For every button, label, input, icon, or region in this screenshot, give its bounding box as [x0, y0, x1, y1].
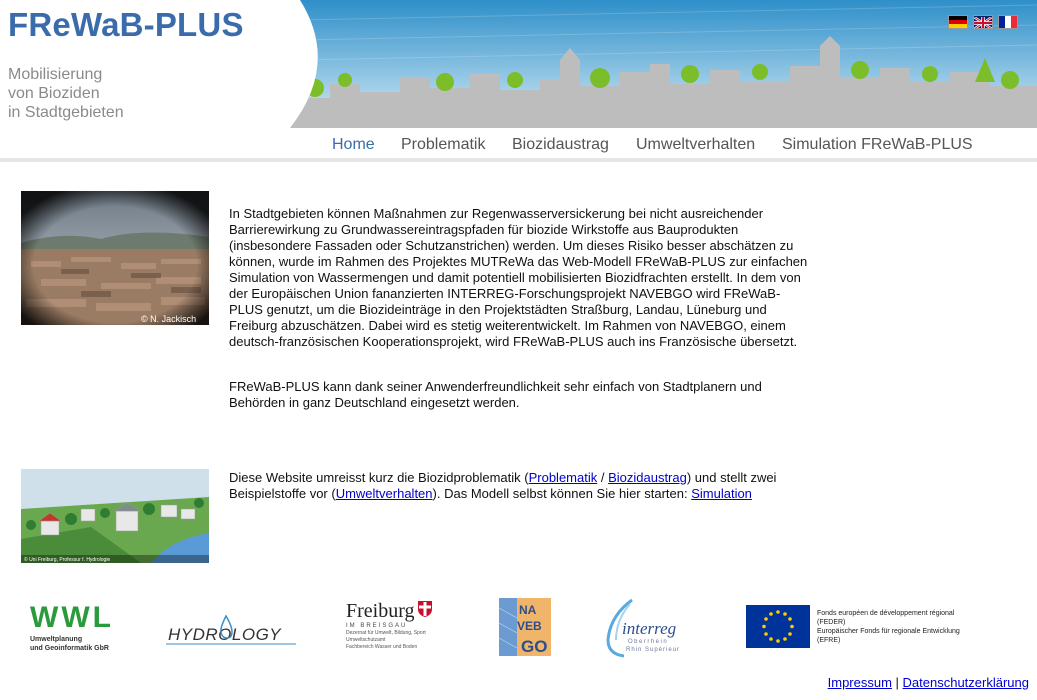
navebgo-logo[interactable] — [499, 598, 551, 656]
hydrology-logo-text: HYDROLOGY — [168, 625, 282, 644]
links-text: Diese Website umreisst kurz die Biozidproblematik ( — [229, 470, 529, 485]
nav-item-umweltverhalten[interactable]: Umweltverhalten — [636, 136, 756, 153]
freiburg-dept-text: Fachbereich Wasser und Boden — [346, 644, 418, 650]
eu-fund-logo[interactable] — [746, 605, 976, 649]
site-title[interactable]: FReWaB-PLUS — [8, 6, 244, 43]
eu-fund-line: (FEDER) — [817, 619, 846, 626]
footer-separator: | — [891, 675, 903, 690]
interreg-subtext: Oberrhein — [628, 639, 669, 645]
interreg-logo[interactable] — [600, 596, 700, 658]
wwl-logo-subtext: und Geoinformatik GbR — [30, 645, 109, 652]
navebgo-text: GO — [521, 637, 548, 656]
flag-french-icon[interactable] — [998, 15, 1018, 29]
nav-item-problematik[interactable]: Problematik — [401, 136, 486, 153]
navebgo-text: VEB — [517, 619, 542, 633]
city-photo — [21, 191, 209, 325]
links-text: ). Das Modell selbst können Sie hier starten: — [432, 486, 692, 501]
flag-german-icon[interactable] — [948, 15, 968, 29]
model-illustration — [21, 469, 209, 563]
link-biozidaustrag[interactable]: Biozidaustrag — [608, 470, 687, 485]
links-text: ) und stellt zwei Beispielstoffe vor ( — [229, 470, 777, 501]
navebgo-text: NA — [519, 603, 537, 617]
main-nav — [0, 128, 1037, 162]
freiburg-logo-subtext: IM BREISGAU — [346, 623, 408, 629]
nav-item-home[interactable]: Home — [332, 136, 375, 153]
intro-paragraph: In Stadtgebieten können Maßnahmen zur Regenwasserversickerung bei nicht ausreichender Barrierewirkung zu Grundwassereintragspfaden für biozide Wirkstoffe aus Bauprodukten (insbesondere Fassaden oder Schutzanstrichen) werden. Um dieses Risiko besser abschätzen zu können, wurde im Rahmen des Projektes MUTReWa das Web-Modell FReWaB-PLUS zur einfachen Simulation von Wassermengen und damit potentiell mobilisierten Biozidfrachten erstellt. In dem von der Europäischen Union fananzierten INTERREG-Forschungsprojekt NAVEBGO wird FReWaB-PLUS genutzt, um die Biozideinträge in den Projektstädten Straßburg, Landau, Lüneburg und Freiburg abzuschätzen. Dabei wird es stetig weiterentwickelt. Im Rahmen von NAVEBGO, einem deutsch-französischen Kooperationsprojekt, wird FReWaB-PLUS auch ins Französische übersetzt. — [229, 206, 808, 349]
site-subtitle — [8, 65, 124, 122]
subtitle-line: in Stadtgebieten — [8, 104, 124, 121]
intro-paragraph-2: FReWaB-PLUS kann dank seiner Anwenderfreundlichkeit sehr einfach von Stadtplanern und Behörden in ganz Deutschland eingesetzt werden. — [229, 379, 762, 410]
flag-uk-icon[interactable] — [973, 15, 993, 29]
nav-item-simulation[interactable]: Simulation FReWaB-PLUS — [782, 136, 973, 153]
eu-fund-line: Fonds européen de développement régional — [817, 610, 955, 617]
freiburg-shield-icon — [417, 600, 433, 618]
wwl-logo-text: WWL — [30, 601, 114, 634]
link-umweltverhalten[interactable]: Umweltverhalten — [335, 486, 433, 501]
photo-credit: © N. Jackisch — [141, 314, 197, 324]
link-problematik[interactable]: Problematik — [528, 470, 598, 485]
eu-fund-line: Europäischer Fonds für regionale Entwicklung — [817, 628, 960, 635]
freiburg-dept-text: Umweltschutzamt — [346, 637, 386, 643]
link-simulation[interactable]: Simulation — [691, 486, 752, 501]
hydrology-logo[interactable] — [166, 610, 296, 650]
eu-fund-line: (EFRE) — [817, 637, 841, 644]
footer — [828, 675, 1029, 690]
eu-fund-text — [817, 609, 977, 645]
subtitle-line: Mobilisierung — [8, 66, 103, 83]
header — [0, 0, 1037, 128]
nav-item-biozidaustrag[interactable]: Biozidaustrag — [512, 136, 609, 153]
freiburg-logo-text: Freiburg — [346, 600, 415, 622]
illustration-credit: © Uni Freiburg, Professur f. Hydrologie — [24, 557, 111, 563]
interreg-text: interreg — [622, 619, 677, 638]
freiburg-dept-text: Dezernat für Umwelt, Bildung, Sport — [346, 630, 426, 636]
interreg-subtext: Rhin Supérieur — [626, 647, 681, 653]
wwl-logo-subtext: Umweltplanung — [30, 636, 83, 643]
datenschutz-link[interactable]: Datenschutzerklärung — [902, 675, 1029, 690]
freiburg-logo[interactable] — [346, 600, 448, 658]
links-text: / — [597, 470, 609, 485]
subtitle-line: von Bioziden — [8, 85, 100, 102]
links-paragraph — [229, 470, 809, 502]
eu-flag-icon — [746, 605, 810, 648]
wwl-logo[interactable] — [30, 601, 120, 656]
impressum-link[interactable]: Impressum — [827, 675, 892, 690]
